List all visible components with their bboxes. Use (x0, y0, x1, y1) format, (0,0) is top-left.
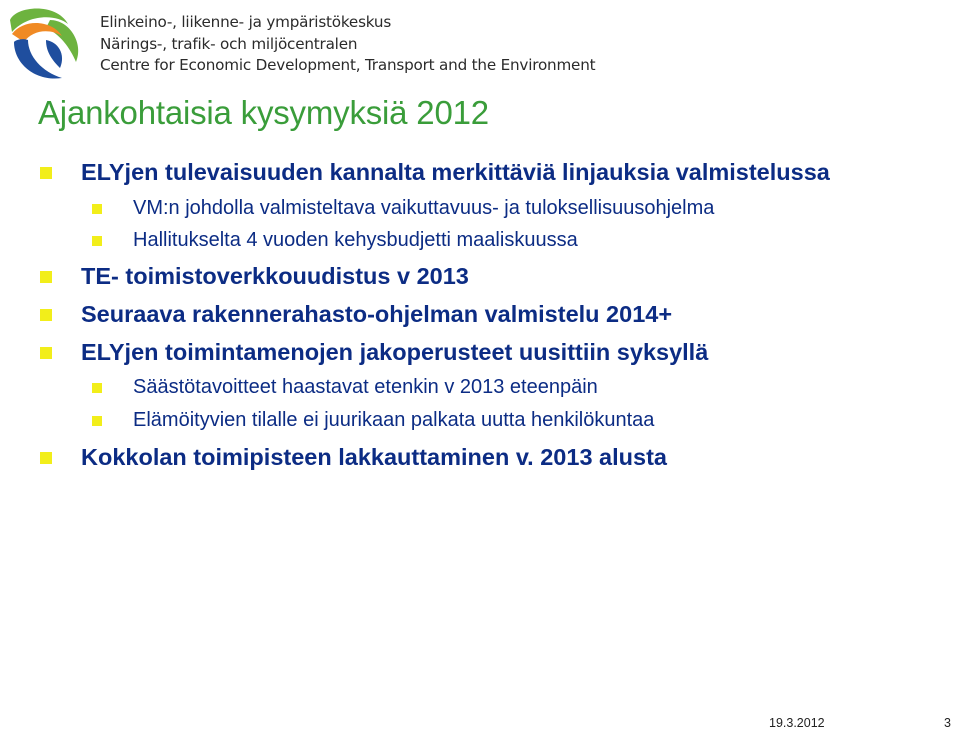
slide-title: Ajankohtaisia kysymyksiä 2012 (38, 94, 489, 131)
bullet-text: Hallitukselta 4 vuoden kehysbudjetti maaliskuussa (133, 229, 578, 251)
bullet-text: Elämöityvien tilalle ei juurikaan palkata uutta henkilökuntaa (133, 409, 655, 431)
bullet-marker-icon (40, 452, 52, 464)
page-number: 3 (944, 716, 951, 730)
bullet-marker-icon (40, 347, 52, 359)
bullet-text: Säästötavoitteet haastavat etenkin v 2013 eteenpäin (133, 376, 598, 398)
bullet-marker-icon (92, 383, 102, 393)
bullet-marker-icon (40, 271, 52, 283)
bullet-marker-icon (40, 167, 52, 179)
org-name-fi: Elinkeino-, liikenne- ja ympäristökeskus (100, 13, 392, 31)
bullet-marker-icon (92, 204, 102, 214)
ely-logo-icon (6, 2, 86, 82)
bullet-text: Seuraava rakennerahasto-ohjelman valmistelu 2014+ (81, 301, 673, 327)
bullet-text: TE- toimistoverkkouudistus v 2013 (81, 263, 469, 289)
bullet-text: VM:n johdolla valmisteltava vaikuttavuus- ja tuloksellisuusohjelma (133, 197, 715, 219)
bullet-text: ELYjen toimintamenojen jakoperusteet uusittiin syksyllä (81, 339, 709, 365)
bullet-marker-icon (40, 309, 52, 321)
organization-name (100, 12, 595, 77)
bullet-text: ELYjen tulevaisuuden kannalta merkittäviä linjauksia valmistelussa (81, 159, 830, 185)
org-name-sv: Närings-, trafik- och miljöcentralen (100, 34, 358, 53)
footer-date: 19.3.2012 (769, 716, 825, 730)
bullet-marker-icon (92, 236, 102, 246)
org-name-en: Centre for Economic Development, Transport and the Environment (100, 56, 596, 74)
bullet-text: Kokkolan toimipisteen lakkauttaminen v. 2013 alusta (81, 444, 667, 470)
bullet-marker-icon (92, 416, 102, 426)
